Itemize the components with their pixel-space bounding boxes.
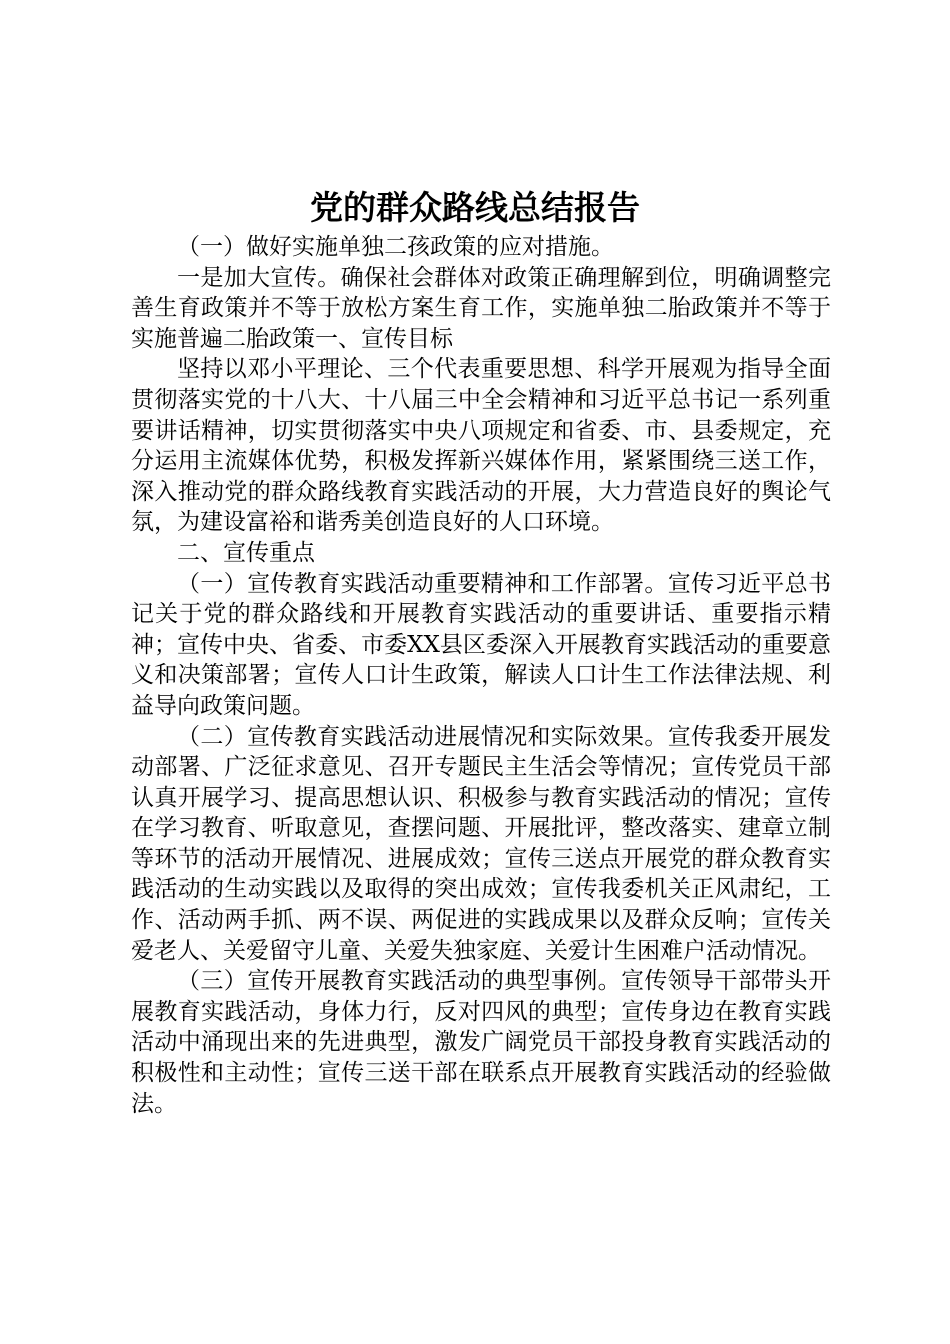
document-title: 党的群众路线总结报告 [310, 188, 640, 227]
paragraph-publicity: 一是加大宣传。确保社会群体对政策正确理解到位，明确调整完善生育政策并不等于放松方案生育工作，实施单独二胎政策并不等于实施普遍二胎政策一、宣传目标 [131, 264, 831, 352]
paragraph-key-point-1: （一）宣传教育实践活动重要精神和工作部署。宣传习近平总书记关于党的群众路线和开展教育实践活动的重要讲话、重要指示精神；宣传中央、省委、市委XX县区委深入开展教育实践活动的重要意义和决策部署；宣传人口计生政策，解读人口计生工作法律法规、利益导向政策问题。 [131, 570, 831, 719]
paragraph-guiding-principle: 坚持以邓小平理论、三个代表重要思想、科学开展观为指导全面贯彻落实党的十八大、十八届三中全会精神和习近平总书记一系列重要讲话精神，切实贯彻落实中央八项规定和省委、市、县委规定，充分运用主流媒体优势，积极发挥新兴媒体作用，紧紧围绕三送工作，深入推动党的群众路线教育实践活动的开展，大力营造良好的舆论气氛，为建设富裕和谐秀美创造良好的人口环境。 [131, 356, 831, 536]
paragraph-section-2-heading: 二、宣传重点 [177, 539, 315, 566]
document-body [131, 232, 831, 1119]
paragraph-key-point-3: （三）宣传开展教育实践活动的典型事例。宣传领导干部带头开展教育实践活动，身体力行，反对四风的典型；宣传身边在教育实践活动中涌现出来的先进典型，激发广阔党员干部投身教育实践活动的积极性和主动性；宣传三送干部在联系点开展教育实践活动的经验做法。 [131, 968, 831, 1117]
paragraph-key-point-2: （二）宣传教育实践活动进展情况和实际效果。宣传我委开展发动部署、广泛征求意见、召开专题民主生活会等情况；宣传党员干部认真开展学习、提高思想认识、积极参与教育实践活动的情况；宣传在学习教育、听取意见，查摆问题、开展批评，整改落实、建章立制等环节的活动开展情况、进展成效；宣传三送点开展党的群众教育实践活动的生动实践以及取得的突出成效；宣传我委机关正风肃纪，工作、活动两手抓、两不误、两促进的实践成果以及群众反响；宣传关爱老人、关爱留守儿童、关爱失独家庭、关爱计生困难户活动情况。 [131, 723, 831, 964]
paragraph-section-1-heading: （一）做好实施单独二孩政策的应对措施。 [177, 234, 614, 260]
